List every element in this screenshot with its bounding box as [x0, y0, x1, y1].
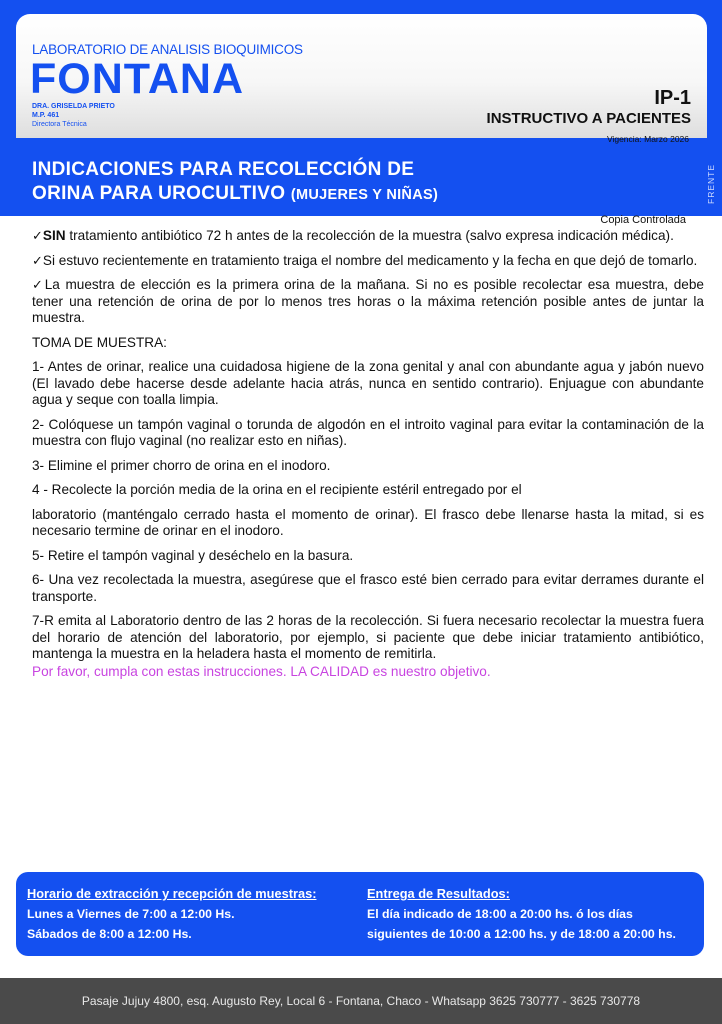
step-1: 1- Antes de orinar, realice una cuidadosa higiene de la zona genital y anal con abundante agua y jabón nuevo (El lavado debe hacerse desde adelante hacia atrás, nunca en sentido contrario). Enjuague con abundante agua y seque con toalla limpia.	[32, 359, 704, 407]
results-delivery-line-1: El día indicado de 18:00 a 20:00 hs. ó los días	[367, 907, 633, 921]
header-card	[16, 14, 707, 144]
extraction-hours	[27, 884, 316, 944]
director-name: DRA. GRISELDA PRIETO	[32, 103, 115, 110]
step-3: 3- Elimine el primer chorro de orina en el inodoro.	[32, 457, 331, 473]
title-line-2	[32, 182, 438, 207]
instruction-no-antibiotic	[32, 228, 704, 245]
step-4-b: laboratorio (manténgalo cerrado hasta el momento de orinar). El frasco debe llenarse hasta la mitad, si es necesario termine de orinar en el inodoro.	[32, 506, 704, 538]
hours-box	[16, 872, 704, 956]
results-delivery-title: Entrega de Resultados:	[367, 886, 510, 901]
step-6: 6- Una vez recolectada la muestra, asegúrese que el frasco esté bien cerrado para evitar derrames durante el transporte.	[32, 572, 704, 604]
document-type: INSTRUCTIVO A PACIENTES	[486, 110, 691, 127]
side-tab-label: FRENTE	[706, 164, 716, 204]
director-role: Directora Técnica	[32, 121, 87, 128]
check-icon: ✓	[32, 228, 43, 243]
results-delivery	[367, 884, 676, 944]
section-title-sampling: TOMA DE MUESTRA:	[32, 334, 167, 350]
extraction-hours-weekdays: Lunes a Viernes de 7:00 a 12:00 Hs.	[27, 907, 235, 921]
title-line-2-main: ORINA PARA UROCULTIVO	[32, 183, 286, 204]
instruction-bold: SIN	[42, 228, 66, 243]
lab-name: LABORATORIO DE ANALISIS BIOQUIMICOS	[32, 42, 303, 57]
instruction-text: Si estuvo recientemente en tratamiento traiga el nombre del medicamento y la fecha en que dejó de tomarlo.	[42, 252, 698, 268]
step-2: 2- Colóquese un tampón vaginal o torunda de algodón en el introito vaginal para evitar la contaminación de la muestra con flujo vaginal (no realizar esto en niñas).	[32, 416, 704, 448]
step-7: 7-R emita al Laboratorio dentro de las 2 horas de la recolección. Si fuera necesario recolectar la muestra fuera del horario de atención del laboratorio, por ejemplo, si paciente que debe iniciar tratamiento antibiótico, mantenga la muestra en la heladera hasta el momento de remitirla.	[32, 613, 704, 661]
controlled-copy-label: Copia Controlada	[600, 214, 686, 226]
instruction-text: La muestra de elección es la primera orina de la mañana. Si no es posible recolectar esa muestra, debe tener una retención de orina de por lo menos tres horas o la máxima retención posible antes de juntar la muestra.	[32, 277, 704, 325]
director-mp: M.P. 461	[32, 112, 60, 119]
closing-message: Por favor, cumpla con estas instrucciones. LA CALIDAD es nuestro objetivo.	[32, 663, 491, 679]
check-icon: ✓	[32, 277, 45, 292]
instruction-text: tratamiento antibiótico 72 h antes de la recolección de la muestra (salvo expresa indicación médica).	[65, 228, 674, 243]
instruction-recent-treatment	[32, 253, 704, 270]
page-title	[32, 158, 438, 207]
step-4-a: 4 - Recolecte la porción media de la orina en el recipiente estéril entregado por el	[32, 482, 522, 497]
extraction-hours-saturday: Sábados de 8:00 a 12:00 Hs.	[27, 927, 192, 941]
director-info	[32, 102, 115, 129]
results-delivery-line-2: siguientes de 10:00 a 12:00 hs. y de 18:00 a 20:00 hs.	[367, 927, 676, 941]
document-code: IP-1	[654, 87, 691, 109]
footer-address: Pasaje Jujuy 4800, esq. Augusto Rey, Local 6 - Fontana, Chaco - Whatsapp 3625 730777 - 3625 730778	[0, 978, 722, 1024]
instructions-body	[32, 228, 704, 688]
title-line-2-sub: (MUJERES Y NIÑAS)	[290, 187, 439, 203]
extraction-hours-title: Horario de extracción y recepción de muestras:	[27, 886, 317, 901]
instruction-first-urine	[32, 277, 704, 327]
title-line-1: INDICACIONES PARA RECOLECCIÓN DE	[32, 159, 415, 180]
check-icon: ✓	[32, 252, 43, 268]
brand-logo: FONTANA	[30, 55, 245, 103]
document-validity: Vigencia: Marzo 2026	[606, 134, 689, 144]
step-5: 5- Retire el tampón vaginal y deséchelo en la basura.	[32, 547, 354, 563]
